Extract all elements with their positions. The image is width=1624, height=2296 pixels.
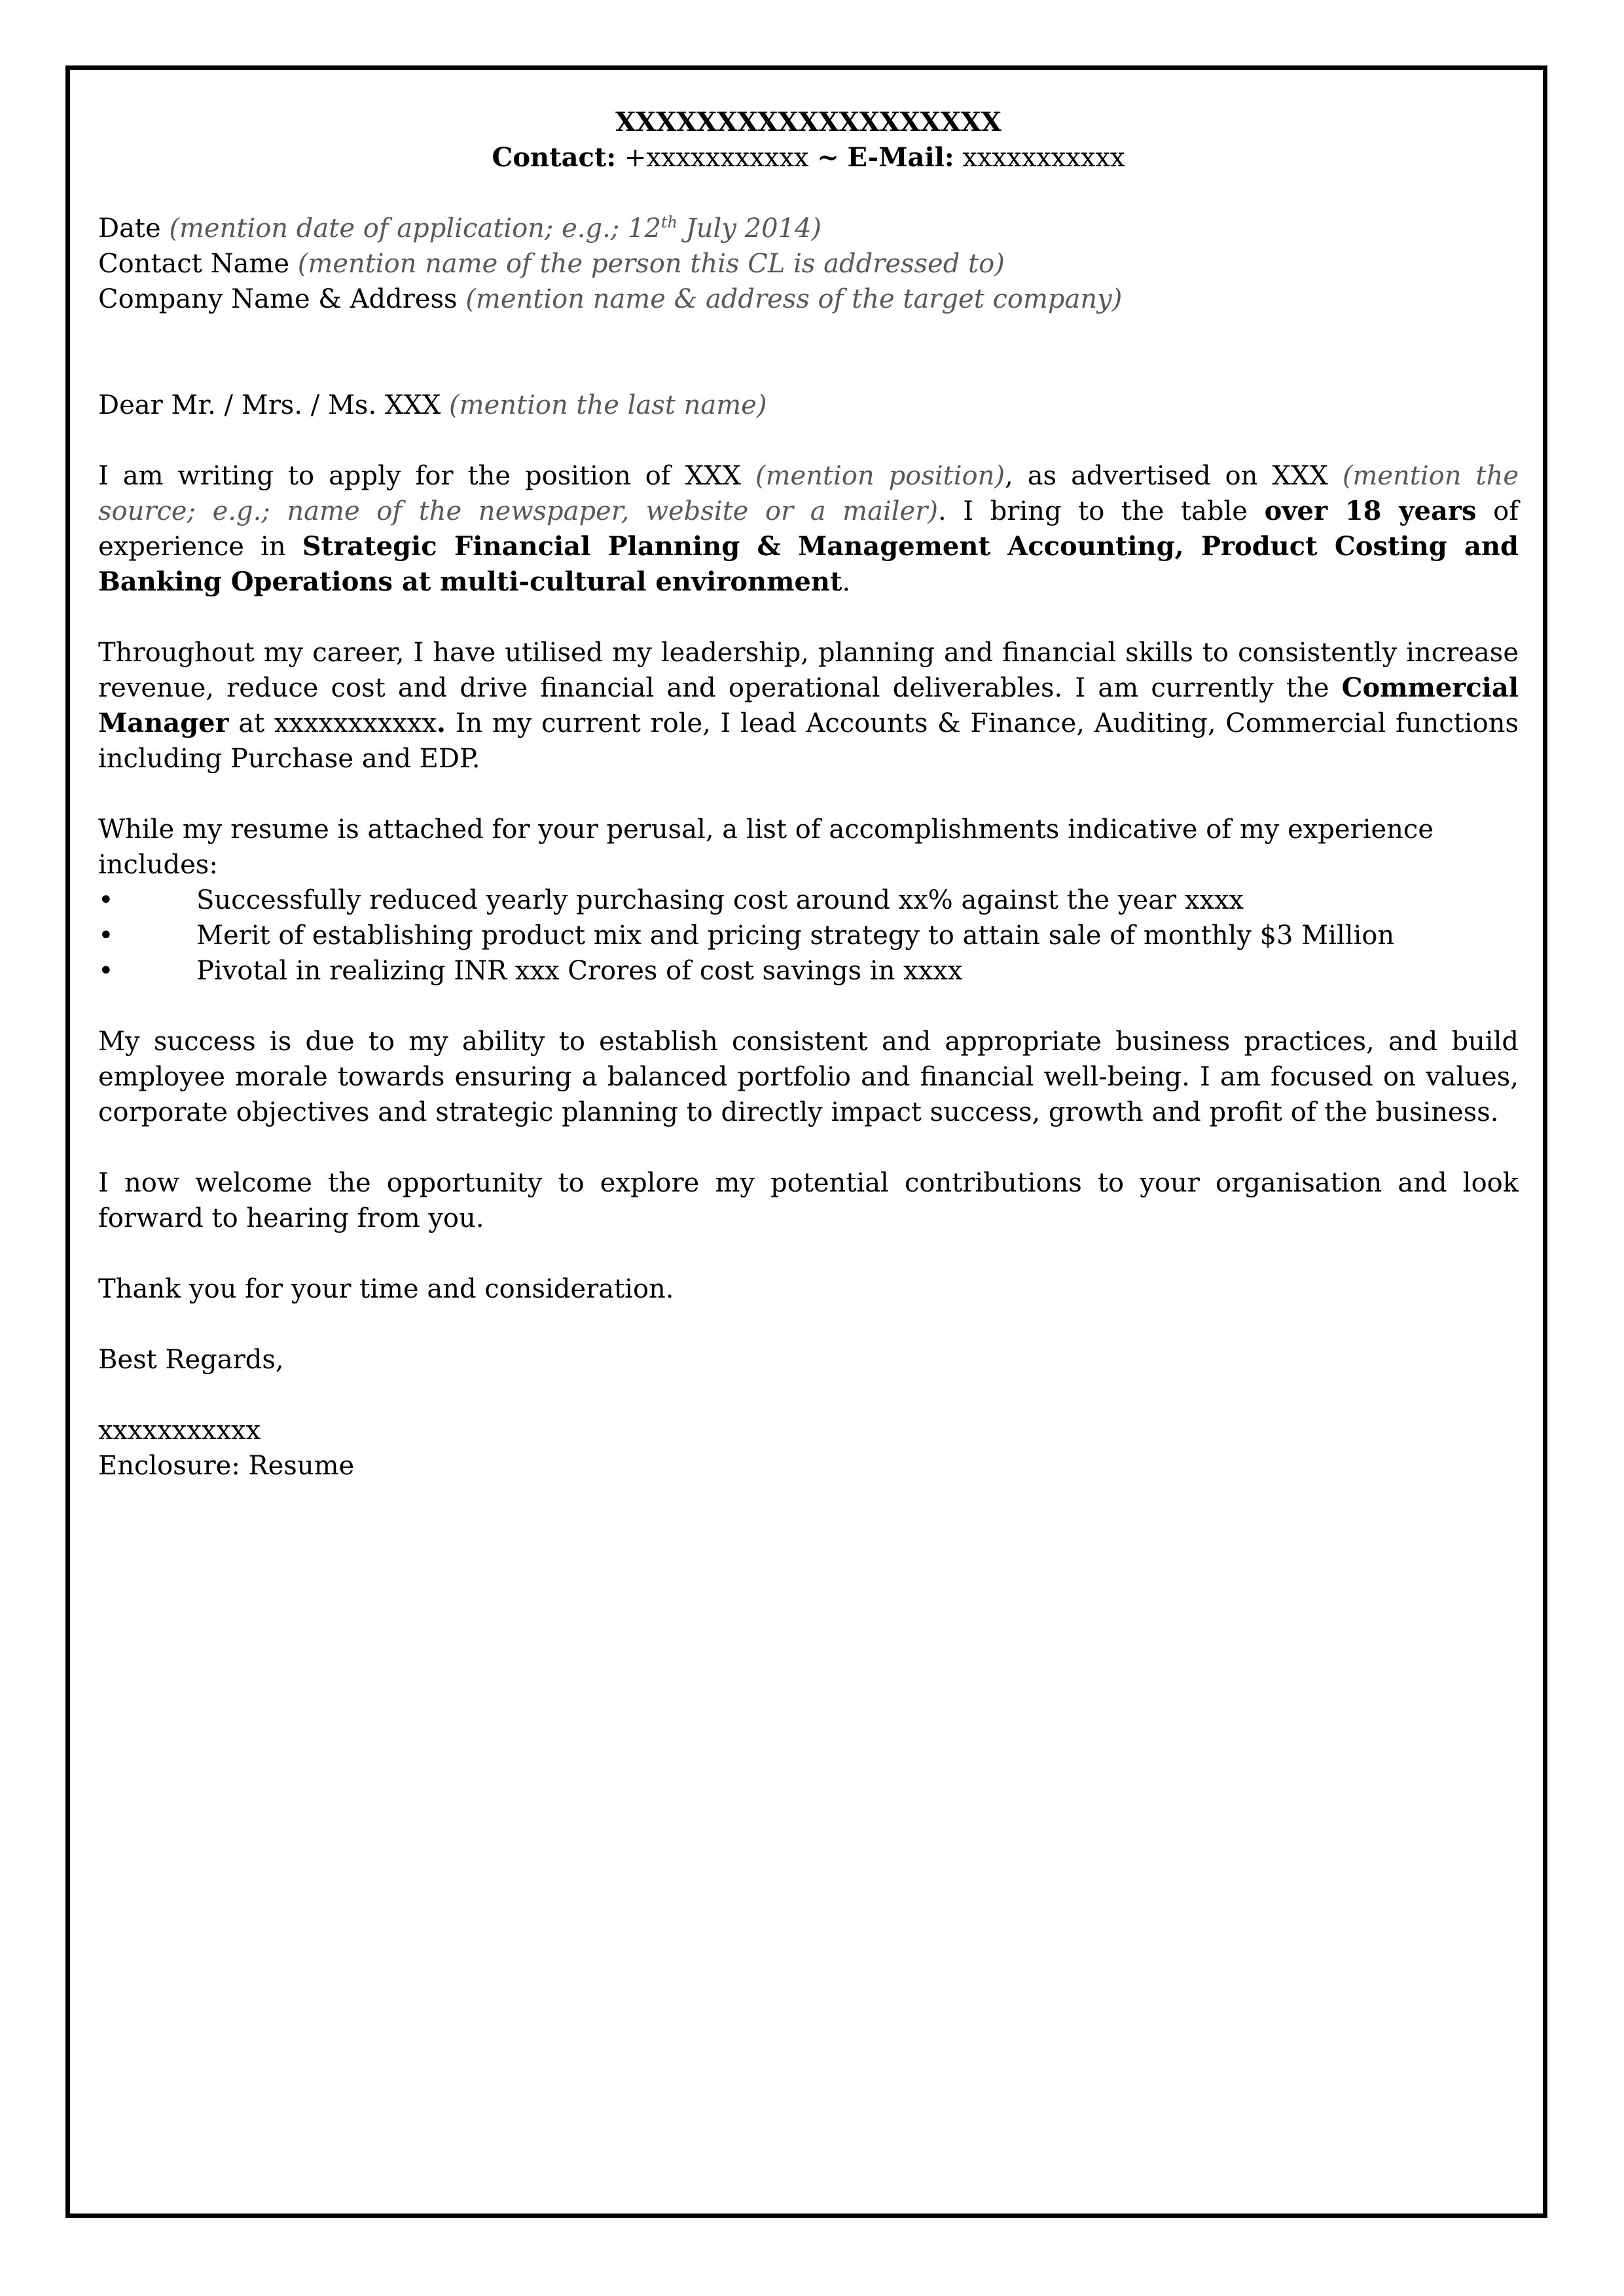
list-item-text: Successfully reduced yearly purchasing cost around xx% against the year xxxx (196, 885, 1244, 915)
spacer (98, 423, 1519, 458)
list-item (98, 883, 1519, 918)
spacer (98, 776, 1519, 812)
address-block (98, 211, 1519, 317)
date-hint (169, 213, 821, 244)
company-label: Company Name & Address (98, 284, 458, 314)
bullet-icon: • (98, 956, 114, 986)
email-label: E-Mail: (847, 142, 954, 173)
letter-header (98, 105, 1519, 175)
thanks-line: Thank you for your time and consideration. (98, 1274, 674, 1304)
spacer (98, 317, 1519, 388)
salutation-hint: (mention the last name) (449, 390, 767, 420)
list-item-text: Pivotal in realizing INR xxx Crores of cost savings in xxxx (196, 956, 963, 986)
career-paragraph (98, 635, 1519, 776)
spacer (98, 1130, 1519, 1165)
text-run: Throughout my career, I have utilised my leadership, planning and financial skills to consistently increase revenue, reduce cost and drive financial and operational deliverables. I am currently the (98, 638, 1519, 703)
text-run: I am writing to apply for the position of XXX (98, 461, 755, 491)
intro-paragraph (98, 458, 1519, 600)
list-item (98, 953, 1519, 989)
accomplishments-list (98, 883, 1519, 989)
company-hint: (mention name & address of the target company) (465, 284, 1123, 314)
contact-name-line (98, 246, 1519, 282)
spacer (98, 600, 1519, 635)
date-hint-text: (mention date of application; e.g.; 12 (169, 213, 661, 244)
phone-number: +xxxxxxxxxxx (624, 143, 809, 173)
spacer (98, 989, 1519, 1024)
contact-separator: ~ (817, 142, 839, 173)
text-run: In my current role, I lead Accounts & Finance, Auditing, Commercial functions including Purchase and EDP. (98, 708, 1519, 774)
bullet-icon: • (98, 920, 114, 951)
contact-name-hint: (mention name of the person this CL is addressed to) (297, 249, 1005, 279)
date-line (98, 211, 1519, 246)
list-item-text: Merit of establishing product mix and pricing strategy to attain sale of monthly $3 Million (196, 920, 1395, 951)
spacer (98, 1377, 1519, 1413)
date-label: Date (98, 213, 161, 244)
list-item (98, 918, 1519, 953)
success-paragraph: My success is due to my ability to establish consistent and appropriate business practices, and build employee morale towards ensuring a balanced portfolio and financial well-being. I am focused on values, corporate objectives and strategic planning to directly impact success, growth and profit of the business. (98, 1027, 1519, 1127)
enclosure-line: Enclosure: Resume (98, 1451, 355, 1481)
cover-letter (98, 105, 1519, 1484)
spacer (98, 1307, 1519, 1342)
bullet-icon: • (98, 885, 114, 915)
contact-label: Contact: (492, 142, 617, 173)
applicant-name: XXXXXXXXXXXXXXXXXXX (615, 107, 1001, 137)
closing-paragraph: I now welcome the opportunity to explore my potential contributions to your organisation and look forward to hearing from you. (98, 1168, 1519, 1233)
spacer (98, 175, 1519, 211)
contact-name-label: Contact Name (98, 249, 290, 279)
position-hint: (mention position) (755, 461, 1005, 491)
date-hint-sup: th (660, 213, 678, 232)
salutation-text: Dear Mr. / Mrs. / Ms. XXX (98, 390, 441, 420)
signature: xxxxxxxxxxx (98, 1415, 261, 1446)
text-run: . (842, 567, 851, 597)
contact-line (98, 140, 1519, 175)
source-hint: (mention the source; e.g.; name of the newspaper, website or a mailer) (98, 461, 1519, 526)
current-role: Commercial Manager (98, 672, 1519, 738)
text-run: , as advertised on XXX (1005, 461, 1343, 491)
text-run: . I bring to the table (937, 496, 1265, 526)
spacer (98, 1236, 1519, 1271)
text-run: . (437, 708, 446, 738)
experience-years: over 18 years (1264, 496, 1477, 526)
accomplishments-intro: While my resume is attached for your perusal, a list of accomplishments indicative of my experience includes: (98, 814, 1434, 880)
company-line (98, 282, 1519, 317)
expertise-areas: Strategic Financial Planning & Management Accounting, Product Costing and Banking Operations at multi-cultural environment (98, 531, 1519, 597)
text-run: of experience in (98, 496, 1519, 562)
text-run: at xxxxxxxxxxx (228, 708, 437, 738)
salutation (98, 388, 1519, 423)
email-address: xxxxxxxxxxx (962, 143, 1125, 173)
sign-off: Best Regards, (98, 1345, 284, 1375)
date-hint-rest: July 2014) (677, 213, 822, 244)
